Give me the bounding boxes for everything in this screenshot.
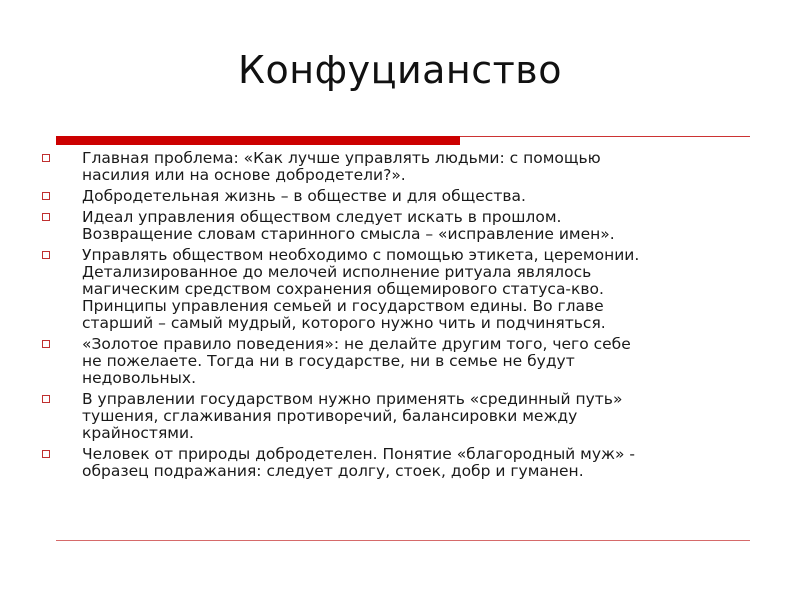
hollow-square-bullet-icon (42, 213, 50, 221)
hollow-square-bullet-icon (42, 192, 50, 200)
bullet-item (40, 209, 760, 243)
bullet-item (40, 150, 760, 184)
title-underline-accent (56, 136, 460, 145)
slide-title: Конфуцианство (238, 48, 562, 92)
hollow-square-bullet-icon (42, 340, 50, 348)
hollow-square-bullet-icon (42, 450, 50, 458)
bullet-text: Главная проблема: «Как лучше управлять людьми: с помощью насилия или на основе добродетели?». (82, 149, 601, 184)
bullet-item (40, 391, 760, 442)
bullet-text: Добродетельная жизнь – в обществе и для общества. (82, 187, 526, 205)
title-underline-thin (460, 136, 750, 137)
bottom-divider (56, 540, 750, 541)
bullet-list (40, 150, 760, 484)
bullet-text: Управлять обществом необходимо с помощью этикета, церемонии. Детализированное до мелочей исполнение ритуала являлось магическим средством сохранения общемирового статуса-кво. Принципы управления семьей и государством едины. Во главе старший – самый мудрый, которого нужно чить и подчиняться. (82, 246, 640, 332)
bullet-item (40, 446, 760, 480)
hollow-square-bullet-icon (42, 154, 50, 162)
bullet-text: В управлении государством нужно применять «срединный путь» тушения, сглаживания противоречий, балансировки между крайностями. (82, 390, 623, 442)
bullet-text: Человек от природы добродетелен. Понятие «благородный муж» - образец подражания: следует долгу, стоек, добр и гуманен. (82, 445, 636, 480)
bullet-item (40, 247, 760, 332)
bullet-item (40, 188, 760, 205)
hollow-square-bullet-icon (42, 395, 50, 403)
bullet-text: Идеал управления обществом следует искать в прошлом. Возвращение словам старинного смысла – «исправление имен». (82, 208, 615, 243)
bullet-item (40, 336, 760, 387)
hollow-square-bullet-icon (42, 251, 50, 259)
bullet-text: «Золотое правило поведения»: не делайте другим того, чего себе не пожелаете. Тогда ни в государстве, ни в семье не будут недовольных. (82, 335, 631, 387)
